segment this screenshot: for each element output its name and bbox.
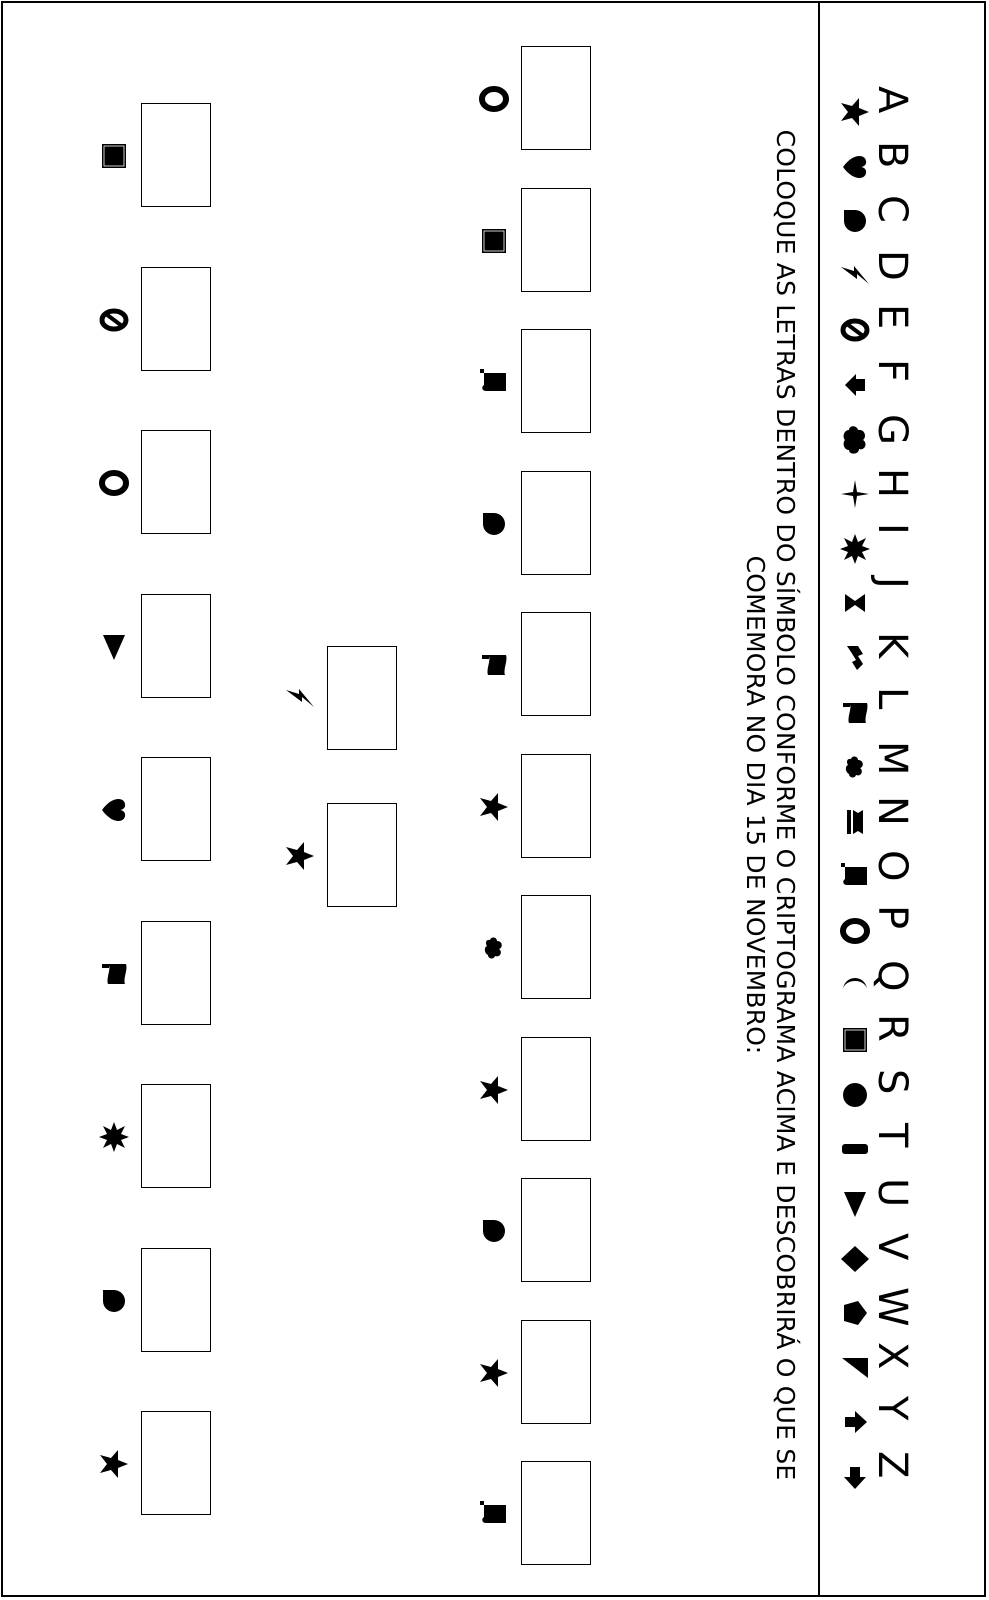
heart-icon (838, 150, 872, 184)
crescent-icon (838, 969, 872, 1003)
right-arrow-icon (838, 1460, 872, 1494)
ring-icon (838, 914, 872, 948)
key-letter: S (869, 1068, 915, 1095)
key-letter: Y (869, 1396, 915, 1421)
star-icon (477, 1073, 511, 1107)
key-letter: P (869, 905, 915, 930)
key-letter: D (869, 249, 915, 281)
star-icon (97, 1447, 131, 1481)
drop-icon (477, 507, 511, 541)
answer-box[interactable] (521, 471, 591, 575)
ribbon-icon (838, 805, 872, 839)
answer-box[interactable] (141, 1084, 211, 1188)
key-letter: Z (869, 1451, 915, 1479)
key-letter: O (869, 850, 915, 882)
answer-box[interactable] (521, 1037, 591, 1141)
answer-box[interactable] (521, 188, 591, 292)
flag-scroll-icon (97, 957, 131, 991)
scroll-icon (477, 365, 511, 399)
small-cloud-icon (477, 931, 511, 965)
answer-box[interactable] (141, 594, 211, 698)
square-icon (477, 224, 511, 258)
answer-box[interactable] (327, 803, 397, 907)
diamond-icon (838, 1242, 872, 1276)
key-letter: W (869, 1287, 915, 1327)
answer-box[interactable] (141, 267, 211, 371)
lightning-icon (283, 682, 317, 716)
key-letter: U (869, 1178, 915, 1208)
answer-box[interactable] (141, 103, 211, 207)
slashed-ring-icon (97, 303, 131, 337)
instruction-text: COLOQUE AS LETRAS DENTRO DO SÍMBOLO CONFORME O CRIPTOGRAMA ACIMA E DESCOBRIRÁ O QUE SE COMEMORA NO DIA 15 DE NOVEMBRO: (741, 129, 800, 1481)
answer-box[interactable] (521, 329, 591, 433)
key-letter: G (869, 413, 915, 445)
small-cloud-icon (838, 750, 872, 784)
star-icon (838, 95, 872, 129)
key-letter: F (869, 359, 915, 383)
key-letter: T (869, 1123, 915, 1148)
four-point-star-icon (838, 477, 872, 511)
answer-box[interactable] (141, 430, 211, 534)
slashed-ring-icon (838, 313, 872, 347)
key-letter: H (869, 468, 915, 499)
answer-box[interactable] (141, 1248, 211, 1352)
key-letter: K (869, 632, 915, 659)
up-arrow-icon (838, 1405, 872, 1439)
key-letter: V (869, 1232, 915, 1260)
cloud-icon (838, 423, 872, 457)
key-letter: E (869, 304, 915, 330)
circle-icon (838, 1078, 872, 1112)
key-letter: A (869, 86, 915, 114)
answer-box[interactable] (521, 1178, 591, 1282)
scroll-icon (838, 859, 872, 893)
drop-icon (477, 1214, 511, 1248)
key-letter: M (869, 741, 915, 776)
lightning-icon (838, 259, 872, 293)
drop-icon (838, 204, 872, 238)
answer-box[interactable] (521, 46, 591, 150)
heart-icon (97, 793, 131, 827)
star-icon (477, 1356, 511, 1390)
answer-box[interactable] (521, 1461, 591, 1565)
drop-icon (97, 1284, 131, 1318)
triangle-icon (838, 1187, 872, 1221)
key-letter: Q (869, 959, 915, 992)
ring-icon (97, 466, 131, 500)
answer-box[interactable] (141, 1411, 211, 1515)
key-letter: X (869, 1341, 915, 1370)
down-arrow-icon (838, 368, 872, 402)
starburst-icon (838, 532, 872, 566)
star-icon (283, 839, 317, 873)
key-letter: C (869, 195, 915, 224)
answer-box[interactable] (141, 757, 211, 861)
bolt-banner-icon (838, 641, 872, 675)
key-letter: L (869, 686, 915, 709)
scroll-icon (477, 1497, 511, 1531)
answer-box[interactable] (521, 612, 591, 716)
pentagon-icon (838, 1296, 872, 1330)
star-icon (477, 790, 511, 824)
flag-scroll-icon (838, 696, 872, 730)
starburst-icon (97, 1120, 131, 1154)
key-letter: J (869, 577, 915, 590)
answer-box[interactable] (521, 895, 591, 999)
ring-icon (477, 82, 511, 116)
rounded-bar-icon (838, 1132, 872, 1166)
wedge-icon (838, 1351, 872, 1385)
key-letter: B (869, 140, 915, 169)
key-letter: I (869, 522, 915, 535)
square-icon (838, 1023, 872, 1057)
answer-box[interactable] (141, 921, 211, 1025)
answer-box[interactable] (521, 1320, 591, 1424)
answer-box[interactable] (521, 754, 591, 858)
answer-box[interactable] (327, 646, 397, 750)
flag-scroll-icon (477, 648, 511, 682)
key-letter: R (869, 1014, 915, 1042)
triangle-icon (97, 630, 131, 664)
key-letter: N (869, 795, 915, 826)
square-icon (97, 139, 131, 173)
hourglass-icon (838, 586, 872, 620)
